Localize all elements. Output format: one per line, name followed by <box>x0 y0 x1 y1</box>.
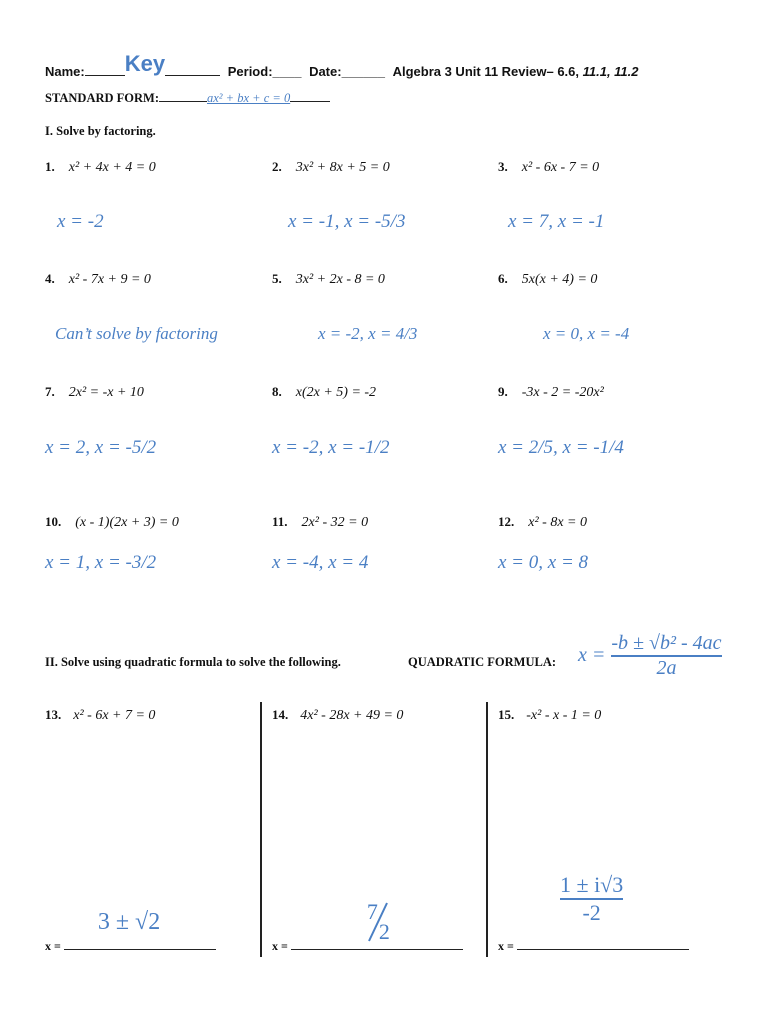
problem-number: 14. <box>272 707 289 722</box>
problem-equation: (x - 1)(2x + 3) = 0 <box>75 515 179 530</box>
problem-number: 8. <box>272 384 282 399</box>
problem-number: 7. <box>45 384 55 399</box>
quadratic-formula <box>578 632 722 680</box>
problem-number: 15. <box>498 707 515 722</box>
problem-equation: x² - 8x = 0 <box>528 515 587 530</box>
answer-10: x = 1, x = -3/2 <box>45 552 157 573</box>
answer-7: x = 2, x = -5/2 <box>45 437 157 458</box>
problem-number: 2. <box>272 159 282 174</box>
answer-denominator: -2 <box>582 899 601 925</box>
problem-6 <box>498 270 597 288</box>
problem-8 <box>272 383 376 401</box>
formula-numerator: -b ± √b² - 4ac <box>611 632 722 654</box>
problem-9 <box>498 383 604 401</box>
date-label: Date:______ <box>309 64 385 79</box>
problem-equation: 2x² - 32 = 0 <box>301 515 369 530</box>
answer-label: x = <box>45 939 64 953</box>
column-divider-2 <box>486 702 488 957</box>
problem-number: 12. <box>498 514 515 529</box>
name-label: Name: <box>45 64 85 79</box>
problem-number: 5. <box>272 271 282 286</box>
problem-equation: x² + 4x + 4 = 0 <box>68 160 156 175</box>
problem-equation: -x² - x - 1 = 0 <box>526 708 602 723</box>
column-divider-1 <box>260 702 262 957</box>
name-value: Key <box>124 51 166 76</box>
formula-lhs: x = <box>578 644 606 667</box>
problem-number: 13. <box>45 707 62 722</box>
answer-11: x = -4, x = 4 <box>272 552 369 573</box>
answer-3: x = 7, x = -1 <box>508 211 605 232</box>
problem-1 <box>45 158 156 176</box>
answer-label: x = <box>498 939 517 953</box>
header-line <box>45 51 639 82</box>
problem-equation: -3x - 2 = -20x² <box>521 385 604 400</box>
standard-form-line <box>45 91 330 106</box>
doc-title: Algebra 3 Unit 11 Review– 6.6, <box>392 64 583 79</box>
answer-label: x = <box>272 939 291 953</box>
standard-form-value: ax² + bx + c = 0 <box>207 91 291 105</box>
problem-number: 6. <box>498 271 508 286</box>
answer-2: x = -1, x = -5/3 <box>288 211 406 232</box>
formula-label: QUADRATIC FORMULA: <box>408 655 557 669</box>
answer-13 <box>45 905 216 955</box>
standard-form-label: STANDARD FORM: <box>45 91 159 105</box>
problem-4 <box>45 270 151 288</box>
answer-12: x = 0, x = 8 <box>498 552 589 573</box>
section2-heading: II. Solve using quadratic formula to solve the following. <box>45 655 341 669</box>
problem-equation: x² - 6x + 7 = 0 <box>73 708 156 723</box>
problem-number: 1. <box>45 159 55 174</box>
problem-equation: x² - 6x - 7 = 0 <box>521 160 600 175</box>
answer-15 <box>498 937 689 955</box>
answer-14 <box>272 899 463 955</box>
answer-9: x = 2/5, x = -1/4 <box>498 437 624 458</box>
problem-equation: x² - 7x + 9 = 0 <box>68 272 151 287</box>
problem-number: 11. <box>272 514 288 529</box>
doc-title-sections: 11.1, 11.2 <box>582 64 639 79</box>
answer-8: x = -2, x = -1/2 <box>272 437 390 458</box>
problem-equation: 3x² + 2x - 8 = 0 <box>295 272 385 287</box>
answer-4: Can’t solve by factoring <box>55 324 218 343</box>
problem-number: 9. <box>498 384 508 399</box>
problem-equation: 2x² = -x + 10 <box>68 385 144 400</box>
problem-number: 4. <box>45 271 55 286</box>
problem-equation: 4x² - 28x + 49 = 0 <box>300 708 404 723</box>
problem-2 <box>272 158 390 176</box>
answer-5: x = -2, x = 4/3 <box>318 324 418 343</box>
answer-6: x = 0, x = -4 <box>543 324 630 343</box>
problem-3 <box>498 158 599 176</box>
answer-numerator: 1 ± i√3 <box>560 872 624 897</box>
problem-number: 3. <box>498 159 508 174</box>
answer-15-fraction <box>560 872 623 926</box>
problem-11 <box>272 513 368 531</box>
problem-5 <box>272 270 385 288</box>
period-label: Period:____ <box>227 64 302 79</box>
problem-equation: 3x² + 8x + 5 = 0 <box>295 160 390 175</box>
formula-denominator: 2a <box>656 656 677 679</box>
problem-7 <box>45 383 144 401</box>
problem-equation: 5x(x + 4) = 0 <box>521 272 598 287</box>
answer-1: x = -2 <box>57 211 104 232</box>
section1-heading: I. Solve by factoring. <box>45 124 156 138</box>
problem-equation: x(2x + 5) = -2 <box>295 385 377 400</box>
problem-12 <box>498 513 587 531</box>
problem-14 <box>272 706 403 724</box>
answer-denominator: 2 <box>378 919 390 944</box>
problem-10 <box>45 513 179 531</box>
problem-number: 10. <box>45 514 62 529</box>
problem-15 <box>498 706 601 724</box>
problem-13 <box>45 706 155 724</box>
answer-value: 3 ± √2 <box>97 909 161 935</box>
answer-numerator: 7 <box>366 899 378 924</box>
